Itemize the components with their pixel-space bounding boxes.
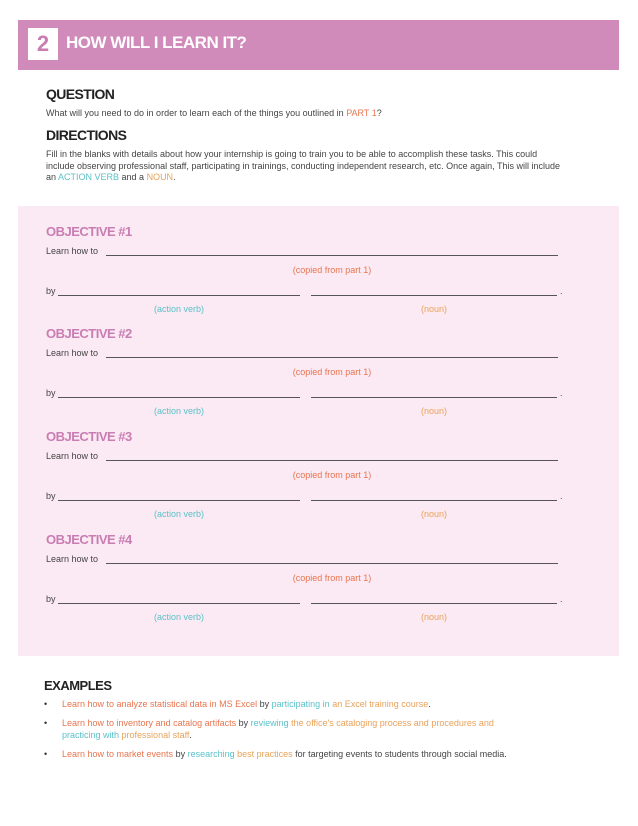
objective-block [18, 224, 619, 324]
copied-hint: (copied from part 1) [292, 470, 372, 480]
learn-how-blank[interactable] [106, 357, 558, 358]
noun-blank[interactable] [311, 397, 557, 398]
objective-block [18, 429, 619, 529]
action-verb-blank[interactable] [58, 295, 300, 296]
objective-title: OBJECTIVE #4 [46, 532, 132, 547]
noun-hint: (noun) [420, 509, 447, 519]
copied-hint: (copied from part 1) [292, 367, 372, 377]
action-verb-blank[interactable] [58, 500, 300, 501]
example-by: by [236, 718, 251, 728]
question-text [46, 108, 566, 120]
directions-text [46, 149, 566, 184]
noun-blank[interactable] [311, 295, 557, 296]
example-verb: reviewing [250, 718, 289, 728]
example-noun-2: professional staff [121, 730, 190, 740]
learn-how-blank[interactable] [106, 460, 558, 461]
example-verb: researching [187, 749, 235, 759]
list-item [44, 748, 564, 760]
list-item [44, 717, 564, 741]
noun-hint: (noun) [420, 612, 447, 622]
action-verb-blank[interactable] [58, 603, 300, 604]
examples-heading: EXAMPLES [44, 678, 112, 693]
example-noun: the office's cataloging process and procedures and [291, 718, 494, 728]
example-end: . [189, 730, 192, 740]
question-text-before: What will you need to do in order to learn each of the things you outlined in [46, 108, 347, 118]
period: . [560, 491, 563, 501]
example-verb: participating in [271, 699, 330, 709]
bullet: • [44, 749, 48, 759]
by-label: by [46, 491, 56, 501]
action-verb-hint: (action verb) [153, 509, 205, 519]
by-label: by [46, 286, 56, 296]
action-verb-hint: (action verb) [153, 406, 205, 416]
period: . [560, 388, 563, 398]
period: . [560, 594, 563, 604]
noun-hint: (noun) [420, 406, 447, 416]
example-end: . [428, 699, 431, 709]
example-goal: Learn how to analyze statistical data in MS Excel [62, 699, 258, 709]
directions-text-1: Fill in the blanks with details about how your internship is going to train you to be able to accomplish these tasks. This could include observing professional staff, participating in trainings, conducting independent research, etc. Once again, This will include an [46, 149, 560, 182]
learn-how-blank[interactable] [106, 563, 558, 564]
learn-how-label: Learn how to [46, 348, 99, 358]
bullet: • [44, 718, 48, 728]
example-by: by [173, 749, 188, 759]
list-item [44, 698, 564, 710]
section-title: HOW WILL I LEARN IT? [66, 33, 247, 52]
copied-hint: (copied from part 1) [292, 265, 372, 275]
learn-how-label: Learn how to [46, 246, 99, 256]
noun-hint: (noun) [420, 304, 447, 314]
question-highlight: PART 1 [346, 108, 377, 118]
example-noun: best practices [237, 749, 293, 759]
examples-list [44, 698, 564, 767]
directions-text-2: and a [119, 172, 147, 182]
example-end: for targeting events to students through social media. [292, 749, 507, 759]
directions-heading: DIRECTIONS [46, 127, 127, 143]
period: . [560, 286, 563, 296]
by-label: by [46, 594, 56, 604]
example-noun: an Excel training course [332, 699, 429, 709]
learn-how-label: Learn how to [46, 554, 99, 564]
objective-block [18, 532, 619, 632]
directions-verb-highlight: ACTION VERB [58, 172, 120, 182]
learn-how-label: Learn how to [46, 451, 99, 461]
section-number: 2 [28, 28, 58, 60]
action-verb-hint: (action verb) [153, 304, 205, 314]
by-label: by [46, 388, 56, 398]
objective-title: OBJECTIVE #3 [46, 429, 132, 444]
directions-text-3: . [173, 172, 176, 182]
objective-block [18, 326, 619, 426]
learn-how-blank[interactable] [106, 255, 558, 256]
bullet: • [44, 699, 48, 709]
objective-title: OBJECTIVE #1 [46, 224, 132, 239]
action-verb-hint: (action verb) [153, 612, 205, 622]
noun-blank[interactable] [311, 603, 557, 604]
objective-title: OBJECTIVE #2 [46, 326, 132, 341]
example-verb-2: practicing with [62, 730, 120, 740]
directions-noun-highlight: NOUN [146, 172, 174, 182]
question-text-after: ? [376, 108, 382, 118]
example-by: by [257, 699, 272, 709]
example-goal: Learn how to market events [62, 749, 174, 759]
question-heading: QUESTION [46, 86, 115, 102]
copied-hint: (copied from part 1) [292, 573, 372, 583]
noun-blank[interactable] [311, 500, 557, 501]
section-banner [18, 20, 619, 70]
objectives-panel [18, 206, 619, 656]
example-goal: Learn how to inventory and catalog artifacts [62, 718, 237, 728]
action-verb-blank[interactable] [58, 397, 300, 398]
